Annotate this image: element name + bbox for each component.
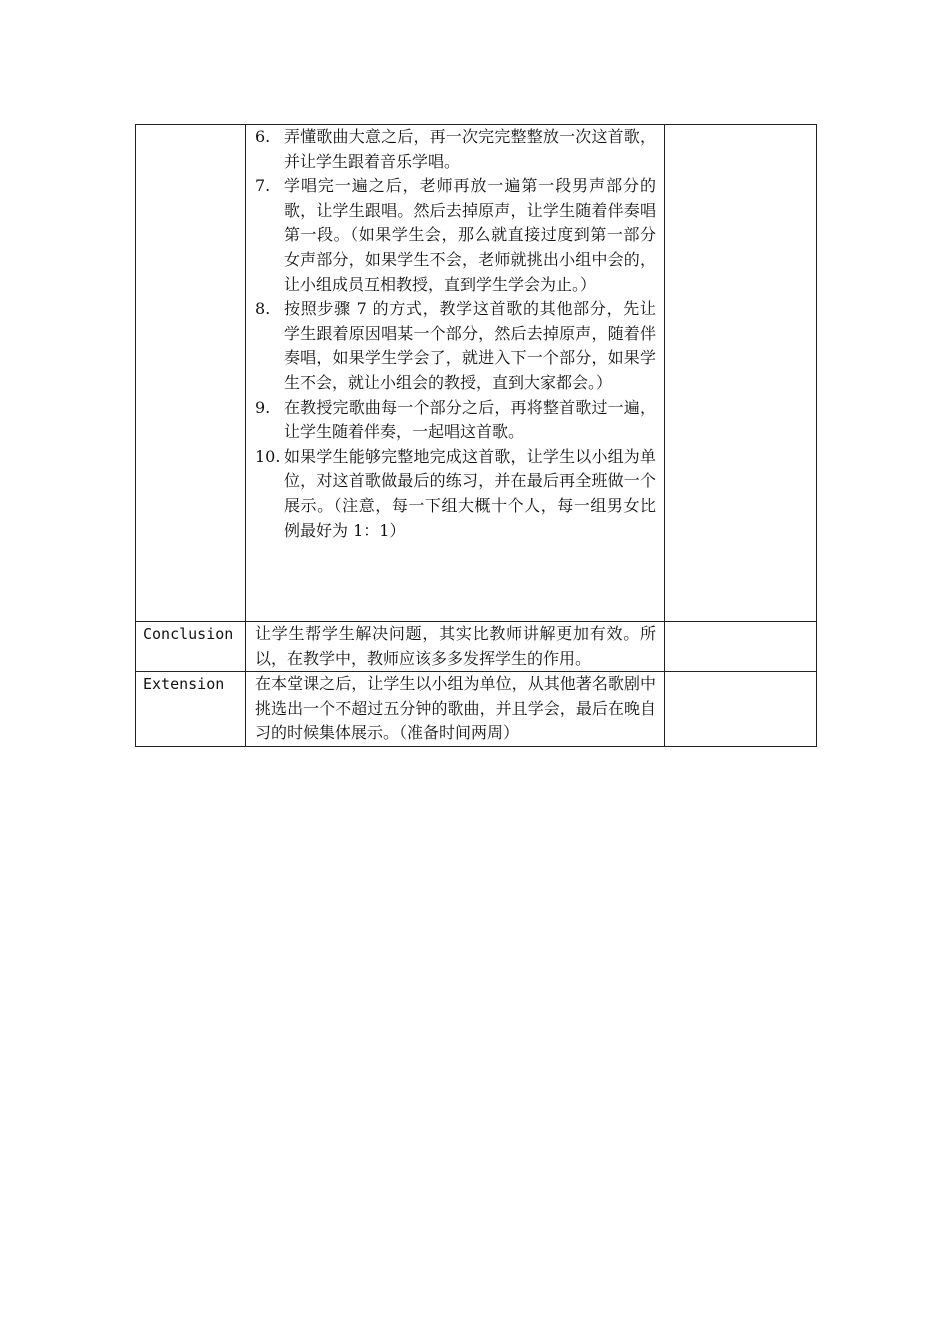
step-number: 7. — [255, 176, 271, 196]
step-text: 在教授完歌曲每一个部分之后，再将整首歌过一遍，让学生随着伴奏，一起唱这首歌。 — [284, 397, 656, 442]
step-text: 如果学生能够完整地完成这首歌，让学生以小组为单位，对这首歌做最后的练习，并在最后再全班做一个展示。（注意，每一下组大概十个人，每一组男女比例最好为 1：1） — [284, 446, 656, 540]
table-row-conclusion — [136, 622, 817, 672]
table-row-procedure — [136, 125, 817, 622]
step-number: 9. — [255, 397, 271, 417]
table-row-extension — [136, 672, 817, 747]
step-text: 按照步骤 7 的方式，教学这首歌的其他部分，先让学生跟着原因唱某一个部分，然后去掉原声，随着伴奏唱，如果学生学会了，就进入下一个部分，如果学生不会，就让小组会的教授，直到大家都会。） — [284, 299, 656, 392]
row-label-conclusion: Conclusion — [136, 622, 246, 672]
procedure-steps-cell — [246, 125, 665, 622]
step-number: 10. — [255, 446, 281, 466]
list-item-step-9 — [255, 396, 656, 445]
procedure-steps-list — [246, 125, 664, 543]
conclusion-text: 让学生帮学生解决问题，其实比教师讲解更加有效。所以，在教学中，教师应该多多发挥学生的作用。 — [246, 622, 665, 672]
notes-cell — [665, 672, 817, 747]
list-item-step-10 — [255, 445, 656, 543]
notes-cell — [665, 125, 817, 622]
extension-text: 在本堂课之后，让学生以小组为单位，从其他著名歌剧中挑选出一个不超过五分钟的歌曲，并且学会，最后在晚自习的时候集体展示。（准备时间两周） — [246, 672, 665, 747]
step-number: 8. — [255, 299, 271, 319]
list-item-step-7 — [255, 174, 656, 297]
step-number: 6. — [255, 127, 271, 146]
notes-cell — [665, 622, 817, 672]
list-item-step-8 — [255, 297, 656, 395]
row-label-extension: Extension — [136, 672, 246, 747]
row-label — [136, 125, 246, 622]
lesson-plan-table — [135, 124, 817, 747]
list-item-step-6 — [255, 125, 656, 174]
step-text: 弄懂歌曲大意之后，再一次完完整整放一次这首歌，并让学生跟着音乐学唱。 — [284, 127, 656, 171]
step-text: 学唱完一遍之后，老师再放一遍第一段男声部分的歌，让学生跟唱。然后去掉原声，让学生随着伴奏唱第一段。（如果学生会，那么就直接过度到第一部分女声部分，如果学生不会，老师就挑出小组中会的，让小组成员互相教授，直到学生学会为止。） — [284, 176, 656, 294]
